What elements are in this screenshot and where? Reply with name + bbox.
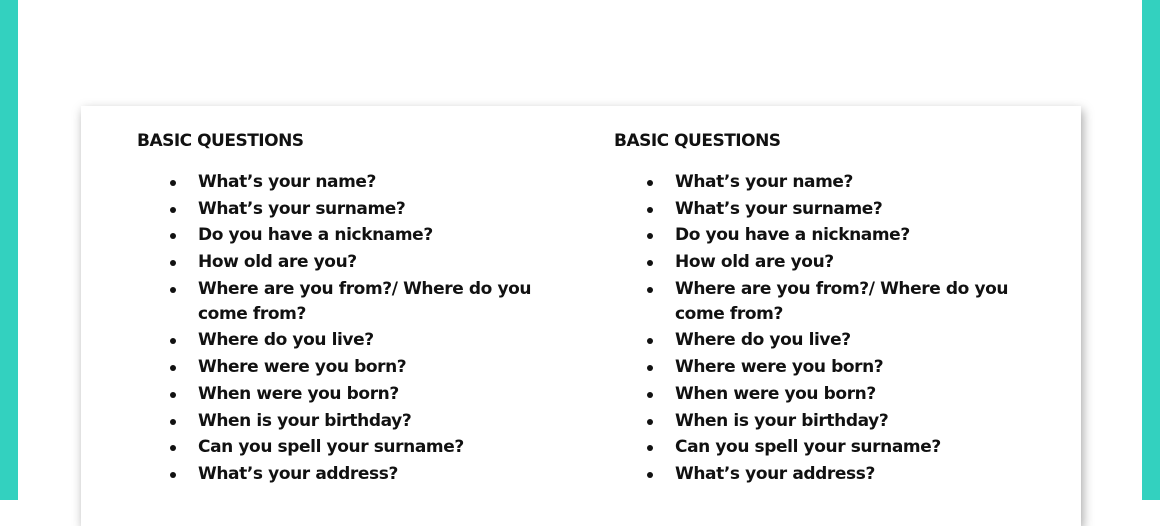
bullet-icon <box>170 338 176 344</box>
question-text: Can you spell your surname? <box>675 437 941 458</box>
bullet-icon <box>170 233 176 239</box>
question-item <box>614 223 1015 248</box>
question-item <box>614 328 1015 353</box>
question-text: What’s your address? <box>675 463 875 484</box>
question-text: How old are you? <box>198 252 357 273</box>
question-text: How old are you? <box>675 252 834 273</box>
question-item <box>614 409 1015 434</box>
bullet-icon <box>647 180 653 186</box>
question-text: Do you have a nickname? <box>675 225 910 246</box>
right-border-stripe <box>1142 0 1160 500</box>
question-item <box>614 355 1015 380</box>
question-text: When is your birthday? <box>198 410 412 431</box>
section-heading: BASIC QUESTIONS <box>137 131 304 151</box>
bullet-icon <box>647 233 653 239</box>
bullet-icon <box>647 365 653 371</box>
question-text: What’s your surname? <box>675 198 883 219</box>
bullet-icon <box>647 260 653 266</box>
question-text: When were you born? <box>198 383 399 404</box>
question-item <box>137 409 538 434</box>
bullet-icon <box>647 392 653 398</box>
question-text: Where are you from?/ Where do you come from? <box>198 278 532 324</box>
question-text: When is your birthday? <box>675 410 889 431</box>
question-text: Where were you born? <box>198 357 407 378</box>
question-text: When were you born? <box>675 383 876 404</box>
question-item <box>137 223 538 248</box>
question-item <box>614 250 1015 275</box>
question-item <box>614 197 1015 222</box>
bullet-icon <box>170 180 176 186</box>
question-item <box>137 277 538 327</box>
question-item <box>137 197 538 222</box>
bullet-icon <box>647 472 653 478</box>
question-text: Where do you live? <box>198 330 374 351</box>
question-item <box>137 170 538 195</box>
question-item <box>614 277 1015 327</box>
question-list <box>614 170 1034 487</box>
question-list <box>137 170 557 487</box>
questions-column-left <box>137 131 557 489</box>
question-text: What’s your address? <box>198 463 398 484</box>
question-item <box>137 382 538 407</box>
question-text: Where were you born? <box>675 357 884 378</box>
section-heading: BASIC QUESTIONS <box>614 131 781 151</box>
question-item <box>137 462 538 487</box>
bullet-icon <box>170 472 176 478</box>
question-item <box>137 355 538 380</box>
question-item <box>614 462 1015 487</box>
question-item <box>137 328 538 353</box>
worksheet-card <box>81 106 1081 526</box>
question-text: Where are you from?/ Where do you come from? <box>675 278 1009 324</box>
bullet-icon <box>647 338 653 344</box>
bullet-icon <box>647 287 653 293</box>
question-text: What’s your name? <box>198 172 376 192</box>
question-text: Where do you live? <box>675 330 851 351</box>
bullet-icon <box>170 207 176 213</box>
bullet-icon <box>170 287 176 293</box>
bullet-icon <box>170 419 176 425</box>
question-item <box>137 250 538 275</box>
bullet-icon <box>170 392 176 398</box>
question-item <box>137 435 538 460</box>
question-text: Can you spell your surname? <box>198 437 464 458</box>
bullet-icon <box>170 260 176 266</box>
left-border-stripe <box>0 0 18 500</box>
questions-column-right <box>614 131 1034 489</box>
bullet-icon <box>170 445 176 451</box>
bullet-icon <box>647 445 653 451</box>
bullet-icon <box>647 419 653 425</box>
bullet-icon <box>170 365 176 371</box>
bullet-icon <box>647 207 653 213</box>
question-text: Do you have a nickname? <box>198 225 433 246</box>
question-item <box>614 382 1015 407</box>
question-item <box>614 435 1015 460</box>
question-item <box>614 170 1015 195</box>
question-text: What’s your name? <box>675 172 853 192</box>
question-text: What’s your surname? <box>198 198 406 219</box>
